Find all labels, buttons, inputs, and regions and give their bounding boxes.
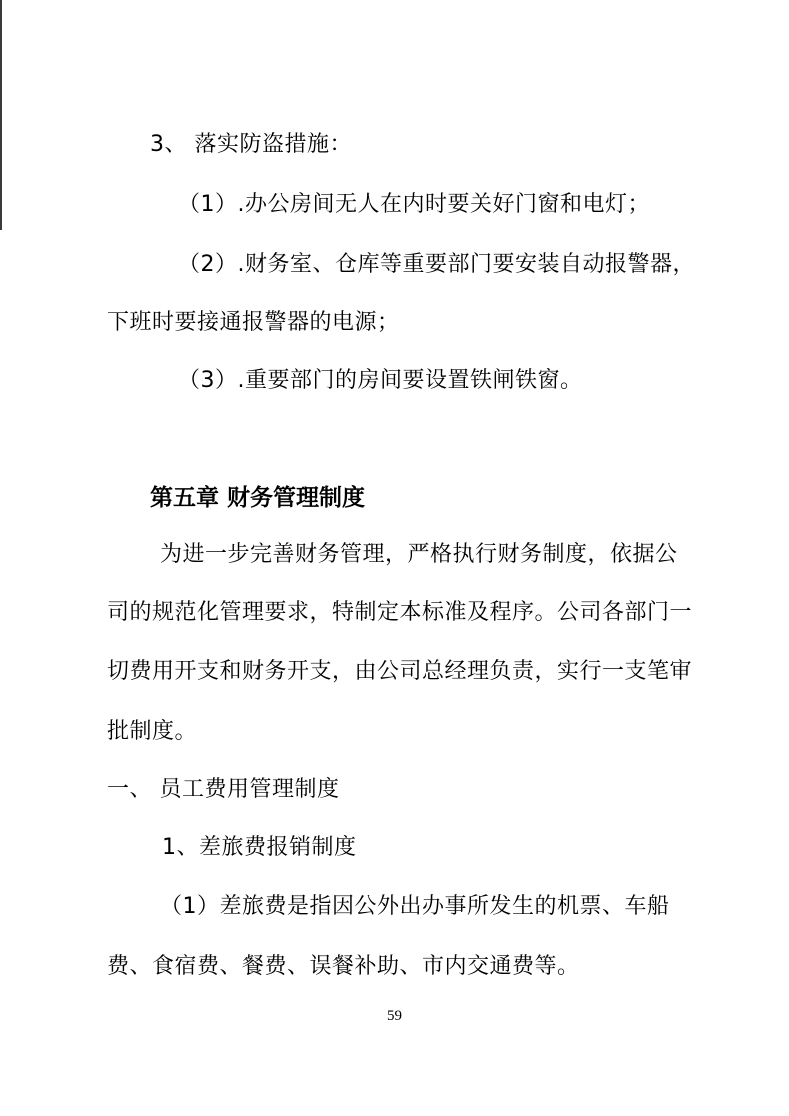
intro-line2: 司的规范化管理要求，特制定本标准及程序。公司各部门一 bbox=[107, 600, 693, 625]
page-number: 59 bbox=[387, 1008, 402, 1024]
subsection1-title: 1、差旅费报销制度 bbox=[162, 835, 357, 860]
intro-line3: 切费用开支和财务开支，由公司总经理负责，实行一支笔审 bbox=[107, 659, 693, 684]
chapter-heading: 第五章 财务管理制度 bbox=[150, 485, 366, 511]
clause1-line1: （1）差旅费是指因公外出办事所发生的机票、车船 bbox=[160, 894, 670, 919]
intro-line4: 批制度。 bbox=[107, 719, 198, 744]
section1-title: 一、 员工费用管理制度 bbox=[107, 777, 340, 802]
item3-title: 3、 落实防盗措施： bbox=[150, 132, 352, 157]
intro-line1: 为进一步完善财务管理，严格执行财务制度，依据公 bbox=[160, 542, 678, 567]
clause1-line2: 费、食宿费、餐费、误餐补助、市内交通费等。 bbox=[107, 954, 580, 979]
item3-clause2-line1: （2）.财务室、仓库等重要部门要安装自动报警器， bbox=[178, 252, 695, 277]
item3-clause3: （3）.重要部门的房间要设置铁闸铁窗。 bbox=[178, 368, 583, 393]
item3-clause2-line2: 下班时要接通报警器的电源； bbox=[107, 310, 400, 335]
page-edge-shadow bbox=[0, 0, 2, 230]
item3-clause1: （1）.办公房间无人在内时要关好门窗和电灯； bbox=[178, 192, 650, 217]
